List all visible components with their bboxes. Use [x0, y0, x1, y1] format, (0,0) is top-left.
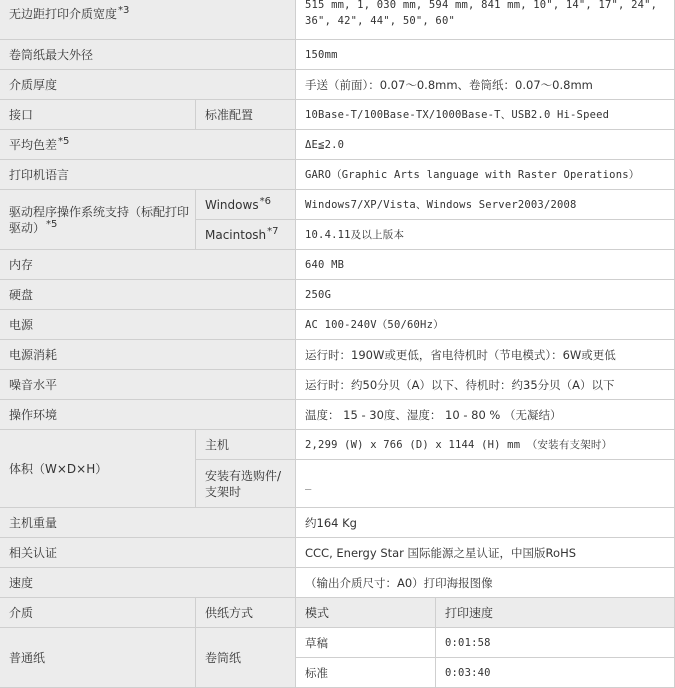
speed-label: 速度 — [9, 575, 34, 590]
printer-language-value: GARO（Graphic Arts language with Raster Operations） — [305, 168, 640, 181]
interface-label-cell — [0, 100, 196, 130]
interface-value: 10Base-T/100Base-TX/1000Base-T、USB2.0 Hi-Speed — [305, 108, 610, 121]
printer-language-label: 打印机语言 — [9, 167, 70, 182]
color-diff-note: *5 — [58, 136, 70, 147]
media-width-note: *3 — [118, 5, 130, 16]
volume-label-cell — [0, 430, 196, 508]
weight-label-cell — [0, 508, 296, 538]
speed-header-mode-cell — [296, 598, 436, 628]
environment-value-cell — [296, 400, 675, 430]
media-width-label: 无边距打印介质宽度 — [9, 7, 118, 21]
hdd-label: 硬盘 — [9, 287, 34, 302]
power-value: AC 100-240V（50/60Hz） — [305, 318, 444, 331]
volume-label: 体积（W×D×H） — [9, 461, 108, 476]
hdd-label-cell — [0, 280, 296, 310]
roll-diameter-value: 150mm — [305, 48, 338, 61]
weight-label: 主机重量 — [9, 515, 58, 530]
memory-value-cell — [296, 250, 675, 280]
noise-label-cell — [0, 370, 296, 400]
media-width-value-cell — [296, 0, 675, 40]
weight-value-cell — [296, 508, 675, 538]
power-consumption-value: 运行时：190W或更低，省电待机时（节电模式）：6W或更低 — [305, 347, 616, 362]
interface-value-cell — [296, 100, 675, 130]
media-thickness-label-cell — [0, 70, 296, 100]
speed-media-cell — [0, 628, 196, 688]
stand-value: _ — [305, 477, 312, 490]
speed-header-speed-cell — [436, 598, 675, 628]
interface-label: 接口 — [9, 107, 34, 122]
color-diff-label-cell — [0, 130, 296, 160]
driver-os-label — [9, 204, 191, 236]
speed-header-mode: 模式 — [305, 605, 330, 620]
color-diff-value-cell — [296, 130, 675, 160]
driver-os-label-text: 驱动程序操作系统支持（标配打印驱动） — [9, 204, 190, 235]
speed-value-draft-cell — [436, 628, 675, 658]
interface-sub-label: 标准配置 — [205, 107, 254, 122]
roll-diameter-label: 卷筒纸最大外径 — [9, 47, 94, 62]
speed-label-cell — [0, 568, 296, 598]
memory-label-cell — [0, 250, 296, 280]
speed-mode-draft: 草稿 — [305, 635, 328, 650]
power-value-cell — [296, 310, 675, 340]
speed-value-cell — [296, 568, 675, 598]
cert-label: 相关认证 — [9, 545, 58, 560]
speed-header-speed: 打印速度 — [445, 605, 494, 620]
power-label-cell — [0, 310, 296, 340]
speed-mode-draft-cell — [296, 628, 436, 658]
environment-label: 操作环境 — [9, 407, 58, 422]
printer-language-label-cell — [0, 160, 296, 190]
speed-header-feed: 供纸方式 — [205, 605, 254, 620]
stand-label-cell — [196, 460, 296, 508]
main-unit-label-cell — [196, 430, 296, 460]
speed-media: 普通纸 — [9, 650, 46, 665]
windows-label-cell — [196, 190, 296, 220]
color-diff-label: 平均色差 — [9, 138, 58, 152]
roll-diameter-value-cell — [296, 40, 675, 70]
power-consumption-value-cell — [296, 340, 675, 370]
driver-os-label-cell — [0, 190, 196, 250]
noise-label: 噪音水平 — [9, 377, 58, 392]
media-thickness-value-cell — [296, 70, 675, 100]
cert-value-cell — [296, 538, 675, 568]
color-diff-value: ΔE≦2.0 — [305, 138, 345, 151]
stand-label: 安装有选购件/支架时 — [205, 468, 282, 499]
windows-value: Windows7/XP/Vista、Windows Server2003/2008 — [305, 198, 577, 211]
windows-note: *6 — [259, 195, 271, 207]
speed-header-media-cell — [0, 598, 196, 628]
power-consumption-label: 电源消耗 — [9, 347, 58, 362]
roll-diameter-label-cell — [0, 40, 296, 70]
environment-value: 温度： 15 - 30度、湿度： 10 - 80 % （无凝结） — [305, 407, 562, 422]
speed-mode-standard-cell — [296, 658, 436, 688]
driver-os-note: *5 — [46, 218, 58, 230]
speed-value: （输出介质尺寸：A0）打印海报图像 — [305, 575, 493, 590]
mac-label-cell — [196, 220, 296, 250]
speed-feed: 卷筒纸 — [205, 650, 242, 665]
main-unit-value-cell — [296, 430, 675, 460]
environment-label-cell — [0, 400, 296, 430]
mac-label: Macintosh — [205, 227, 267, 242]
cert-value: CCC, Energy Star 国际能源之星认证，中国版RoHS — [305, 545, 577, 560]
speed-header-media: 介质 — [9, 605, 34, 620]
windows-label: Windows — [205, 197, 259, 212]
memory-label: 内存 — [9, 257, 34, 272]
mac-value-cell — [296, 220, 675, 250]
speed-mode-standard: 标准 — [305, 665, 328, 680]
interface-sub-label-cell — [196, 100, 296, 130]
speed-value-standard: 0:03:40 — [445, 666, 491, 679]
cert-label-cell — [0, 538, 296, 568]
media-width-label-cell — [0, 0, 296, 40]
noise-value: 运行时：约50分贝（A）以下、待机时：约35分贝（A）以下 — [305, 377, 615, 392]
stand-value-cell — [296, 460, 675, 508]
media-width-value: 515 mm, 1, 030 mm, 594 mm, 841 mm, 10", 14", 17", 24", 36", 42", 44", 50", 60" — [305, 0, 658, 27]
media-thickness-label: 介质厚度 — [9, 77, 58, 92]
mac-note: *7 — [267, 225, 279, 237]
main-unit-value: 2,299 (W) x 766 (D) x 1144 (H) mm （安装有支架时） — [305, 438, 613, 451]
main-unit-label: 主机 — [205, 437, 230, 452]
power-consumption-label-cell — [0, 340, 296, 370]
printer-language-value-cell — [296, 160, 675, 190]
hdd-value-cell — [296, 280, 675, 310]
hdd-value: 250G — [305, 288, 332, 301]
windows-value-cell — [296, 190, 675, 220]
speed-feed-cell — [196, 628, 296, 688]
speed-header-feed-cell — [196, 598, 296, 628]
mac-value: 10.4.11及以上版本 — [305, 228, 405, 241]
memory-value: 640 MB — [305, 258, 345, 271]
power-label: 电源 — [9, 317, 34, 332]
speed-value-draft: 0:01:58 — [445, 636, 491, 649]
noise-value-cell — [296, 370, 675, 400]
media-thickness-value: 手送（前面）：0.07～0.8mm、卷筒纸：0.07～0.8mm — [305, 77, 593, 92]
speed-value-standard-cell — [436, 658, 675, 688]
weight-value: 约164 Kg — [305, 515, 357, 530]
